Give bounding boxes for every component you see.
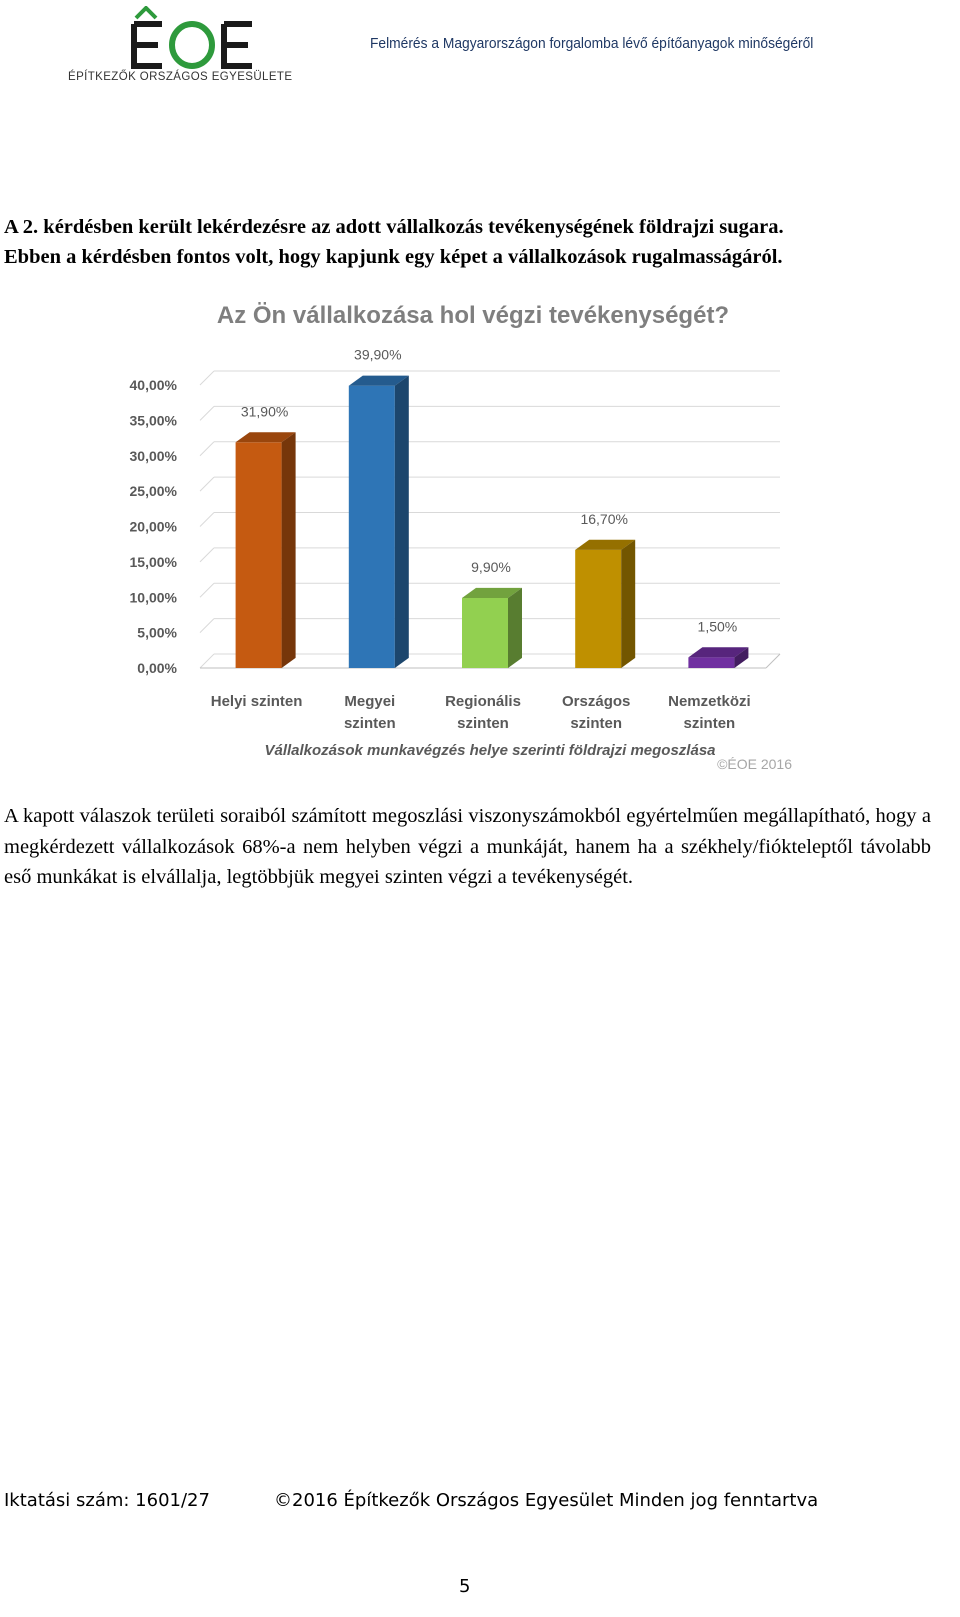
x-tick-label: szinten [683,715,736,732]
bar-side [395,376,409,668]
y-tick-label: 25,00% [129,483,177,500]
y-tick-label: 0,00% [137,660,177,676]
logo-subtitle: ÉPÍTKEZŐK ORSZÁGOS EGYESÜLETE [68,71,293,83]
y-tick-label: 30,00% [129,447,177,464]
bar-front [349,386,395,668]
x-tick-label: Országos [562,693,631,710]
y-tick-label: 10,00% [129,589,177,606]
value-label: 9,90% [471,558,511,575]
intro-line-2: Ebben a kérdésben fontos volt, hogy kapjunk egy képet a vállalkozások rugalmasságáról. [4,246,783,268]
body-paragraph: A kapott válaszok területi soraiból számított megoszlási viszonyszámokból egyértelműen megállapítható, hogy a megkérdezett vállalkozások 68%-a nem helyben végzi a munkáját, hanem ha a székhely/fiókteleptől távolabb eső munkákat is elvállalja, legtöbbjük megyei szinten végzi a tevékenységét. [4,805,931,888]
y-tick-label: 15,00% [129,553,177,570]
x-tick-label: Nemzetközi [668,693,751,710]
value-label: 1,50% [697,618,738,635]
y-tick-label: 5,00% [137,624,177,641]
bar [236,432,296,668]
value-label: 39,90% [354,346,402,363]
x-tick-label: Helyi szinten [210,693,303,710]
intro-line-1: A 2. kérdésben került lekérdezésre az adott vállalkozás tevékenységének földrajzi sugara. [4,216,784,238]
eoe-logo [68,4,308,88]
x-tick-label: Megyei [344,693,396,710]
chart-copyright: ©ÉOE 2016 [717,756,792,772]
y-axis-ticks [130,377,178,676]
value-label: 16,70% [580,510,628,527]
intro-text [4,212,934,272]
bar-side [621,540,635,668]
bar-side [282,432,296,668]
footer-copyright: ©2016 Építkezők Országos Egyesület Minden jog fenntartva [274,1490,819,1511]
chart-subtitle: Vállalkozások munkavégzés helye szerinti földrajzi megoszlása [264,742,716,759]
bar-front [575,550,621,668]
bar-side [508,588,522,668]
bar [575,540,635,668]
page-header [0,0,960,95]
bar-chart [0,285,960,790]
bar [349,376,409,668]
x-tick-label: szinten [457,715,509,732]
chart-title: Az Ön vállalkozása hol végzi tevékenységét? [216,302,730,329]
y-tick-label: 35,00% [129,412,177,429]
x-tick-label: szinten [570,715,623,732]
header-title: Felmérés a Magyarországon forgalomba lévő építőanyagok minőségéről [370,35,814,52]
value-label: 31,90% [240,403,289,420]
page-number: 5 [459,1576,471,1597]
bar-front [688,657,734,668]
bar-front [236,442,282,668]
registration-number: Iktatási szám: 1601/27 [4,1490,210,1511]
x-tick-label: Regionális [445,693,521,710]
y-tick-label: 20,00% [129,518,177,535]
x-tick-label: szinten [343,715,396,732]
bar [462,588,522,668]
logo-mark [128,6,298,70]
bar-front [462,598,508,668]
y-tick-label: 40,00% [129,377,177,393]
